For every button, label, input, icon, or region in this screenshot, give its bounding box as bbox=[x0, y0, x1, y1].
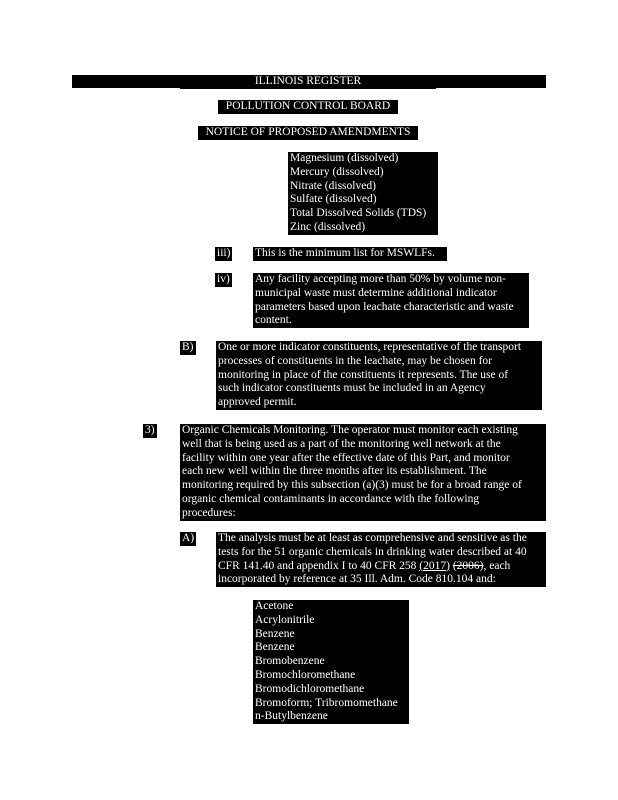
item-iii-label: iii) bbox=[217, 247, 231, 259]
citation-tail: , each bbox=[483, 559, 511, 572]
notice-title: NOTICE OF PROPOSED AMENDMENTS bbox=[198, 126, 418, 140]
list-item: Acetone bbox=[255, 600, 294, 612]
item-B-line: processes of constituents in the leachate, may be chosen for bbox=[218, 354, 492, 367]
list-item: Bromochloromethane bbox=[255, 668, 356, 681]
item-3-label: 3) bbox=[145, 424, 155, 436]
item-B-line: One or more indicator constituents, representative of the transport bbox=[218, 341, 522, 353]
item-3-line: procedures: bbox=[182, 506, 236, 519]
register-title: ILLINOIS REGISTER bbox=[180, 75, 436, 89]
item-iv-label: iv) bbox=[217, 273, 230, 285]
dissolved-list bbox=[288, 152, 438, 235]
organic-list bbox=[253, 600, 409, 724]
list-item: Zinc (dissolved) bbox=[290, 220, 366, 233]
item-B-line: such indicator constituents must be included in an Agency bbox=[218, 382, 486, 395]
list-item: Nitrate (dissolved) bbox=[290, 179, 376, 192]
list-item: Benzene bbox=[255, 641, 295, 654]
item-3-line: well that is being used as a part of the monitoring well network at the bbox=[182, 437, 501, 450]
list-item: Bromobenzene bbox=[255, 655, 325, 668]
item-A-line: incorporated by reference at 35 Ill. Adm. Code 810.104 and: bbox=[218, 573, 496, 586]
item-A-label: A) bbox=[182, 532, 195, 544]
item-iii-text bbox=[253, 247, 447, 261]
list-item: Sulfate (dissolved) bbox=[290, 193, 377, 206]
item-B-text bbox=[216, 341, 542, 410]
deleted-text: (2006) bbox=[452, 559, 484, 572]
item-3-text bbox=[180, 424, 546, 521]
list-item: Bromoform; Tribromomethane bbox=[255, 696, 398, 709]
item-iv-line: municipal waste must determine additional indicator bbox=[255, 286, 497, 299]
list-item: Bromodichloromethane bbox=[255, 682, 365, 695]
board-title: POLLUTION CONTROL BOARD bbox=[218, 100, 398, 114]
item-iii-line: This is the minimum list for MSWLFs. bbox=[255, 247, 435, 259]
item-B-line: monitoring in place of the constituents it represents. The use of bbox=[218, 368, 509, 381]
item-B-label: B) bbox=[182, 341, 194, 353]
list-item: Benzene bbox=[255, 627, 295, 640]
item-iv-line: parameters based upon leachate characteristic and waste bbox=[255, 300, 514, 313]
item-3-line: facility within one year after the effective date of this Part, and monitor bbox=[182, 451, 510, 464]
item-3-line: monitoring required by this subsection (a)(3) must be for a broad range of bbox=[182, 479, 522, 492]
item-A-line: tests for the 51 organic chemicals in drinking water described at 40 bbox=[218, 545, 527, 558]
added-text: (2017) bbox=[419, 559, 450, 572]
list-item: Acrylonitrile bbox=[255, 613, 315, 626]
list-item: Mercury (dissolved) bbox=[290, 165, 384, 178]
item-3-line: each new well within the three months after its establishment. The bbox=[182, 465, 487, 478]
item-iv-line: Any facility accepting more than 50% by volume non- bbox=[255, 273, 507, 285]
list-item: n-Butylbenzene bbox=[255, 710, 328, 723]
item-3-line: organic chemical contaminants in accordance with the following bbox=[182, 492, 480, 505]
item-iv-text bbox=[253, 273, 529, 328]
item-A-line bbox=[218, 560, 544, 574]
item-3-line: Organic Chemicals Monitoring. The operator must monitor each existing bbox=[182, 424, 518, 436]
item-iv-line: content. bbox=[255, 314, 292, 327]
item-B-line: approved permit. bbox=[218, 396, 297, 409]
item-A-text bbox=[216, 532, 546, 587]
item-A-line: The analysis must be at least as comprehensive and sensitive as the bbox=[218, 532, 527, 544]
list-item: Magnesium (dissolved) bbox=[290, 152, 399, 164]
list-item: Total Dissolved Solids (TDS) bbox=[290, 207, 427, 220]
citation-text: CFR 141.40 and appendix I to 40 CFR 258 bbox=[218, 559, 420, 572]
